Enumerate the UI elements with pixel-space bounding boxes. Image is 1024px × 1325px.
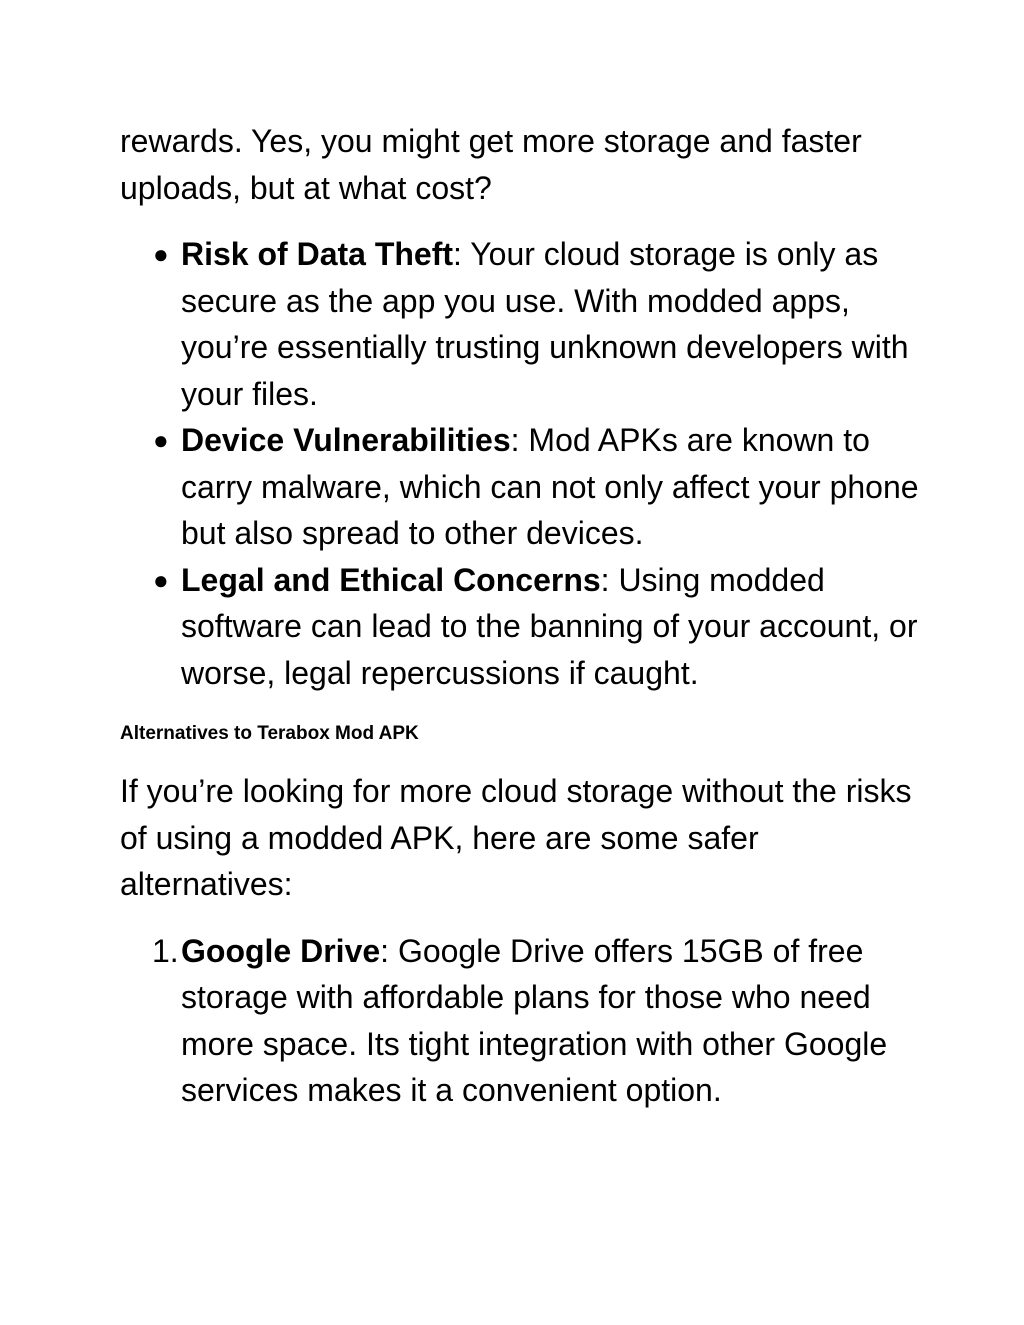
alternatives-intro-paragraph: If you’re looking for more cloud storage without the risks of using a modded APK, here are some safer alternatives: — [120, 773, 912, 902]
list-item-title: Legal and Ethical Concerns — [181, 561, 601, 598]
list-item-title: Google Drive — [181, 932, 381, 969]
intro-paragraph: rewards. Yes, you might get more storage and faster uploads, but at what cost? — [120, 123, 862, 206]
bullet-icon: ● — [153, 425, 169, 455]
risk-list — [120, 231, 920, 696]
list-item-number: 1. — [152, 932, 179, 969]
list-item-text: : Mod APKs are known to carry malware, which can not only affect your phone but also spread to other devices. — [181, 422, 919, 551]
list-item-text: : Your cloud storage is only as secure as the app you use. With modded apps, you’re essentially trusting unknown developers with your files. — [181, 236, 909, 412]
list-item-text: : Using modded software can lead to the banning of your account, or worse, legal repercussions if caught. — [181, 561, 918, 691]
document-page — [120, 118, 920, 1114]
list-item-title: Risk of Data Theft — [181, 236, 454, 272]
list-item — [120, 231, 920, 417]
bullet-icon: ● — [153, 564, 169, 595]
list-item — [120, 928, 920, 1114]
list-item-title: Device Vulnerabilities — [181, 422, 511, 458]
bullet-icon: ● — [153, 239, 169, 269]
list-item — [120, 417, 920, 557]
section-heading: Alternatives to Terabox Mod APK — [120, 723, 419, 744]
alternatives-list — [120, 928, 920, 1114]
list-item-text: : Google Drive offers 15GB of free storage with affordable plans for those who need more space. Its tight integration with other Google services makes it a convenient option. — [181, 932, 888, 1108]
list-item — [120, 557, 920, 697]
